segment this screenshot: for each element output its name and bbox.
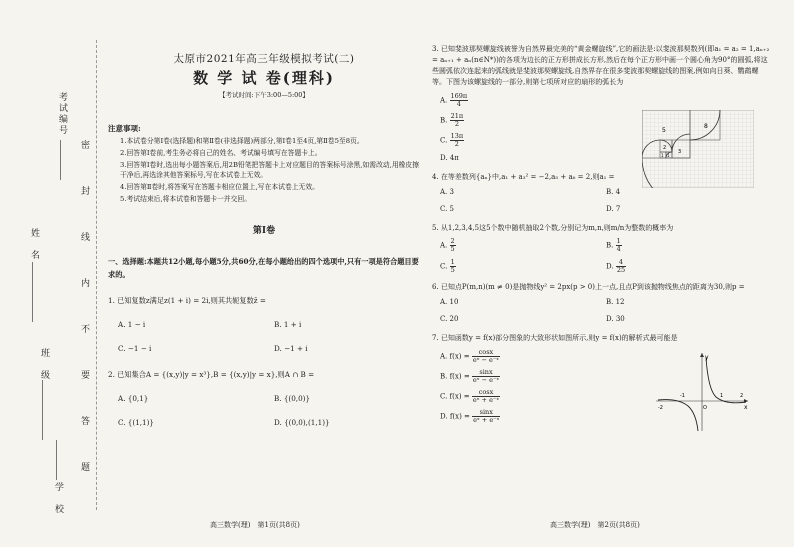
q5-option-b: B. $\frac{1}{4}$ <box>606 237 621 253</box>
fig-label-1a: 1 <box>661 153 664 158</box>
name-label: 姓 名 <box>29 228 39 261</box>
volume-title: 第Ⅰ卷 <box>252 226 276 236</box>
school-label: 学 校 <box>53 482 63 515</box>
question-7 <box>432 333 772 424</box>
q4-option-d: D. 7 <box>606 205 621 213</box>
q2-option-a: A. {0,1} <box>118 394 149 403</box>
exam-no-line <box>60 140 61 180</box>
class-line <box>42 380 43 440</box>
graph-label-y: y <box>705 354 709 361</box>
q2-option-c: C. {(1,1)} <box>118 418 154 427</box>
q2-option-d: D. {(0,0),(1,1)} <box>274 418 330 427</box>
notes-title: 注意事项: <box>108 124 141 133</box>
exam-title: 太原市2021年高三年级模拟考试(二) <box>173 53 355 65</box>
school-line <box>56 440 57 480</box>
q4-option-b: B. 4 <box>606 188 621 196</box>
fig-label-1b: 1 <box>667 153 670 158</box>
q1-option-d: D. −1 + i <box>274 344 308 353</box>
fig-label-2: 2 <box>663 145 667 151</box>
q7-option-b: B. f(x) = $\frac{\sin x}{\text{eˣ − e⁻ˣ}}$ <box>440 368 500 384</box>
question-5 <box>432 223 772 274</box>
question-6 <box>432 282 772 325</box>
q4-stem: 4. 在等差数列{aₙ}中,a₁ + a₃² = −2,a₅ + a₆ = 2,则a₁ = <box>432 173 615 181</box>
function-graph-figure <box>654 351 750 433</box>
name-line <box>32 262 33 322</box>
q7-option-a: A. f(x) = $\frac{\cos x}{\text{eˣ − e⁻ˣ}}$ <box>440 348 500 364</box>
q5-options <box>432 238 772 274</box>
fig-label-3: 3 <box>678 149 682 155</box>
note-item: 3.回答第Ⅰ卷时,选出每小题答案后,用2B铅笔把答题卡上对应题目的答案标号涂黑,如需改动,用橡皮擦干净后,再选涂其他答案标号,写在本试卷上无效。 <box>120 161 420 179</box>
exam-no-label: 考试编号 <box>57 92 67 136</box>
q6-options <box>432 297 772 325</box>
class-label: 班 级 <box>39 348 49 381</box>
graph-tick-neg1: -1 <box>680 393 685 399</box>
subject-title: 数 学 试 卷(理科) <box>193 69 335 87</box>
q3-option-c: C. $\frac{13\pi}{2}$ <box>440 132 464 148</box>
q6-option-d: D. 30 <box>606 315 625 323</box>
q6-option-a: A. 10 <box>440 298 459 306</box>
binding-strip <box>0 0 100 547</box>
q3-option-b: B. $\frac{21\pi}{2}$ <box>440 112 464 128</box>
q1-options <box>108 319 420 367</box>
right-column <box>432 44 772 424</box>
note-item: 2.回答第Ⅰ卷前,考生务必将自己的姓名、考试编号填写在答题卡上。 <box>120 149 322 157</box>
graph-label-x: x <box>744 404 748 411</box>
q3-option-d: D. 4π <box>440 154 459 162</box>
q2-options <box>108 393 420 441</box>
q4-options <box>432 187 772 215</box>
fibonacci-spiral-figure <box>642 110 754 188</box>
question-1 <box>108 295 420 367</box>
seal-line-text: 密 封 线 内 不 要 答 题 <box>79 140 89 485</box>
page-footer-left: 高三数学(理) 第1页(共8页) <box>210 521 300 529</box>
q5-option-d: D. $\frac{4}{25}$ <box>606 258 626 274</box>
fig-label-8: 8 <box>704 123 708 130</box>
exam-time: 【考试时间:下午3:00—5:00】 <box>219 91 309 99</box>
question-3 <box>432 44 772 164</box>
graph-label-origin: O <box>703 405 707 411</box>
q6-option-b: B. 12 <box>606 298 625 306</box>
section-header: 一、选择题:本题共12小题,每小题5分,共60分,在每小题给出的四个选项中,只有一项是符合题目要求的。 <box>108 257 419 279</box>
q3-option-a: A. $\frac{169\pi}{4}$ <box>440 92 468 108</box>
q6-option-c: C. 20 <box>440 315 459 323</box>
q4-option-a: A. 3 <box>440 188 454 196</box>
q6-stem: 6. 已知点P(m,n)(m ≠ 0)是抛物线y² = 2px(p > 0)上一点,且点P到该抛物线焦点的距离为30,则p = <box>432 283 745 291</box>
q2-option-b: B. {(0,0)} <box>274 394 311 403</box>
fig-label-5: 5 <box>662 127 666 134</box>
note-item: 5.考试结束后,将本试卷和答题卡一并交回。 <box>120 195 251 203</box>
graph-tick-pos2: 2 <box>740 393 744 399</box>
q7-option-c: C. f(x) = $\frac{\cos x}{\text{eˣ + e⁻ˣ}}$ <box>440 388 500 404</box>
question-2 <box>108 369 420 441</box>
page-footer-right: 高三数学(理) 第2页(共8页) <box>550 521 640 529</box>
q5-option-c: C. $\frac{1}{5}$ <box>440 258 455 274</box>
q1-stem: 1. 已知复数z满足z(1 + i) = 2i,则其共轭复数z̄ = <box>108 296 266 305</box>
q2-stem: 2. 已知集合A = {(x,y)|y = x³},B = {(x,y)|y = x},则A ∩ B = <box>108 370 315 379</box>
seal-dashed-line <box>96 40 97 510</box>
q3-options <box>432 93 622 164</box>
q7-option-d: D. f(x) = $\frac{\sin x}{\text{eˣ + e⁻ˣ}}$ <box>440 408 500 424</box>
q1-option-b: B. 1 + i <box>274 320 302 329</box>
note-item: 4.回答第Ⅱ卷时,将答案写在答题卡相应位置上,写在本试卷上无效。 <box>120 183 319 191</box>
q3-stem: 3. 已知斐波那契螺旋线被誉为自然界最完美的“黄金螺旋线”,它的画法是:以斐波那契数列(即a₁ = a₂ = 1,aₙ₊₂ = aₙ₊₁ + aₙ(n∈N*))的各项为边长的正方形拼成长方形,然后在每个正方形中画一个圆心角为90°的圆弧,将这些圆弧依次连起来的弧线就是斐波那契螺旋线,自然界存在很多斐波那契螺旋线的图案,例如向日葵、鹦鹉螺等。下图为该螺旋线的一部分,则第七项所对应的扇形的弧长为 <box>432 45 770 86</box>
q1-option-c: C. −1 − i <box>118 344 152 353</box>
q7-stem: 7. 已知函数y = f(x)部分图象的大致形状如图所示,则y = f(x)的解析式最可能是 <box>432 334 678 342</box>
q5-stem: 5. 从1,2,3,4,5这5个数中随机抽取2个数,分别记为m,n,则m/n为整数的概率为 <box>432 224 674 232</box>
left-column <box>108 44 420 441</box>
q5-option-a: A. $\frac{2}{5}$ <box>440 237 455 253</box>
q1-option-a: A. 1 − i <box>118 320 146 329</box>
graph-tick-neg2: -2 <box>658 405 663 411</box>
graph-tick-pos1: 1 <box>720 393 724 399</box>
q4-option-c: C. 5 <box>440 205 455 213</box>
note-item: 1.本试卷分第Ⅰ卷(选择题)和第Ⅱ卷(非选择题)两部分,第Ⅰ卷1至4页,第Ⅱ卷5至8页。 <box>120 137 364 145</box>
